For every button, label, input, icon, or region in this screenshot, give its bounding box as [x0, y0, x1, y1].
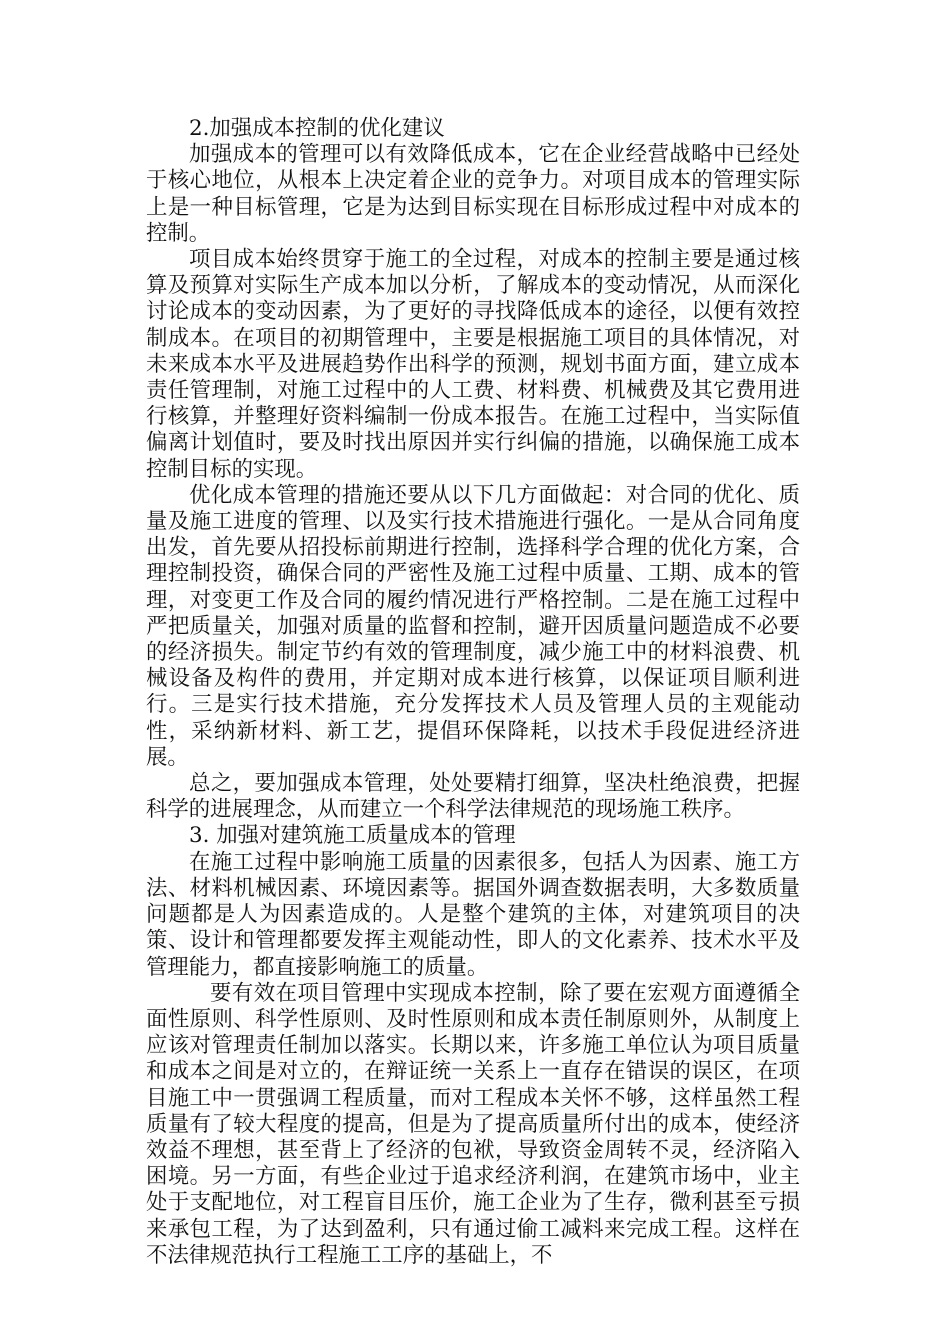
- paragraph-summary: 总之，要加强成本管理，处处要精打细算，坚决杜绝浪费，把握科学的进展理念，从而建立一个科学法律规范的现场施工秩序。: [146, 771, 800, 823]
- section-heading-3: 3. 加强对建筑施工质量成本的管理: [189, 823, 516, 849]
- paragraph-quality-factors: 在施工过程中影响施工质量的因素很多，包括人为因素、施工方法、材料机械因素、环境因素等。据国外调查数据表明，大多数质量问题都是人为因素造成的。人是整个建筑的主体，对建筑项目的决策、设计和管理都要发挥主观能动性，即人的文化素养、技术水平及管理能力，都直接影响施工的质量。: [146, 849, 800, 980]
- paragraph-project-cost-control: 项目成本始终贯穿于施工的全过程，对成本的控制主要是通过核算及预算对实际生产成本加以分析，了解成本的变动情况，从而深化讨论成本的变动因素，为了更好的寻找降低成本的途径，以便有效控制成本。在项目的初期管理中，主要是根据施工项目的具体情况，对未来成本水平及进展趋势作出科学的预测，规划书面方面，建立成本责任管理制，对施工过程中的人工费、材料费、机械费及其它费用进行核算，并整理好资料编制一份成本报告。在施工过程中，当实际值偏离计划值时，要及时找出原因并实行纠偏的措施，以确保施工成本控制目标的实现。: [146, 247, 800, 482]
- document-body: [146, 116, 800, 1269]
- paragraph-optimization-measures: 优化成本管理的措施还要从以下几方面做起：对合同的优化、质量及施工进度的管理、以及实行技术措施进行强化。一是从合同角度出发，首先要从招投标前期进行控制，选择科学合理的优化方案，合理控制投资，确保合同的严密性及施工过程中质量、工期、成本的管理，对变更工作及合同的履约情况进行严格控制。二是在施工过程中严把质量关，加强对质量的监督和控制，避开因质量问题造成不必要的经济损失。制定节约有效的管理制度，减少施工中的材料浪费、机械设备及构件的费用，并定期对成本进行核算，以保证项目顺利进行。三是实行技术措施，充分发挥技术人员及管理人员的主观能动性，采纳新材料、新工艺，提倡环保降耗，以技术手段促进经济进展。: [146, 482, 800, 770]
- paragraph-cost-management-intro: 加强成本的管理可以有效降低成本，它在企业经营战略中已经处于核心地位，从根本上决定着企业的竞争力。对项目成本的管理实际上是一种目标管理，它是为达到目标实现在目标形成过程中对成本的控制。: [146, 142, 800, 246]
- paragraph-responsibility-system: 要有效在项目管理中实现成本控制，除了要在宏观方面遵循全面性原则、科学性原则、及时性原则和成本责任制原则外，从制度上应该对管理责任制加以落实。长期以来，许多施工单位认为项目质量和成本之间是对立的，在辩证统一关系上一直存在错误的误区，在项目施工中一贯强调工程质量，而对工程成本关怀不够，这样虽然工程质量有了较大程度的提高，但是为了提高质量所付出的成本，使经济效益不理想，甚至背上了经济的包袱，导致资金周转不灵，经济陷入困境。另一方面，有些企业过于追求经济利润，在建筑市场中，业主处于支配地位，对工程盲目压价，施工企业为了生存，微利甚至亏损来承包工程，为了达到盈利，只有通过偷工减料来完成工程。这样在不法律规范执行工程施工工序的基础上，不: [146, 980, 800, 1268]
- section-heading-2: 2.加强成本控制的优化建议: [189, 116, 445, 141]
